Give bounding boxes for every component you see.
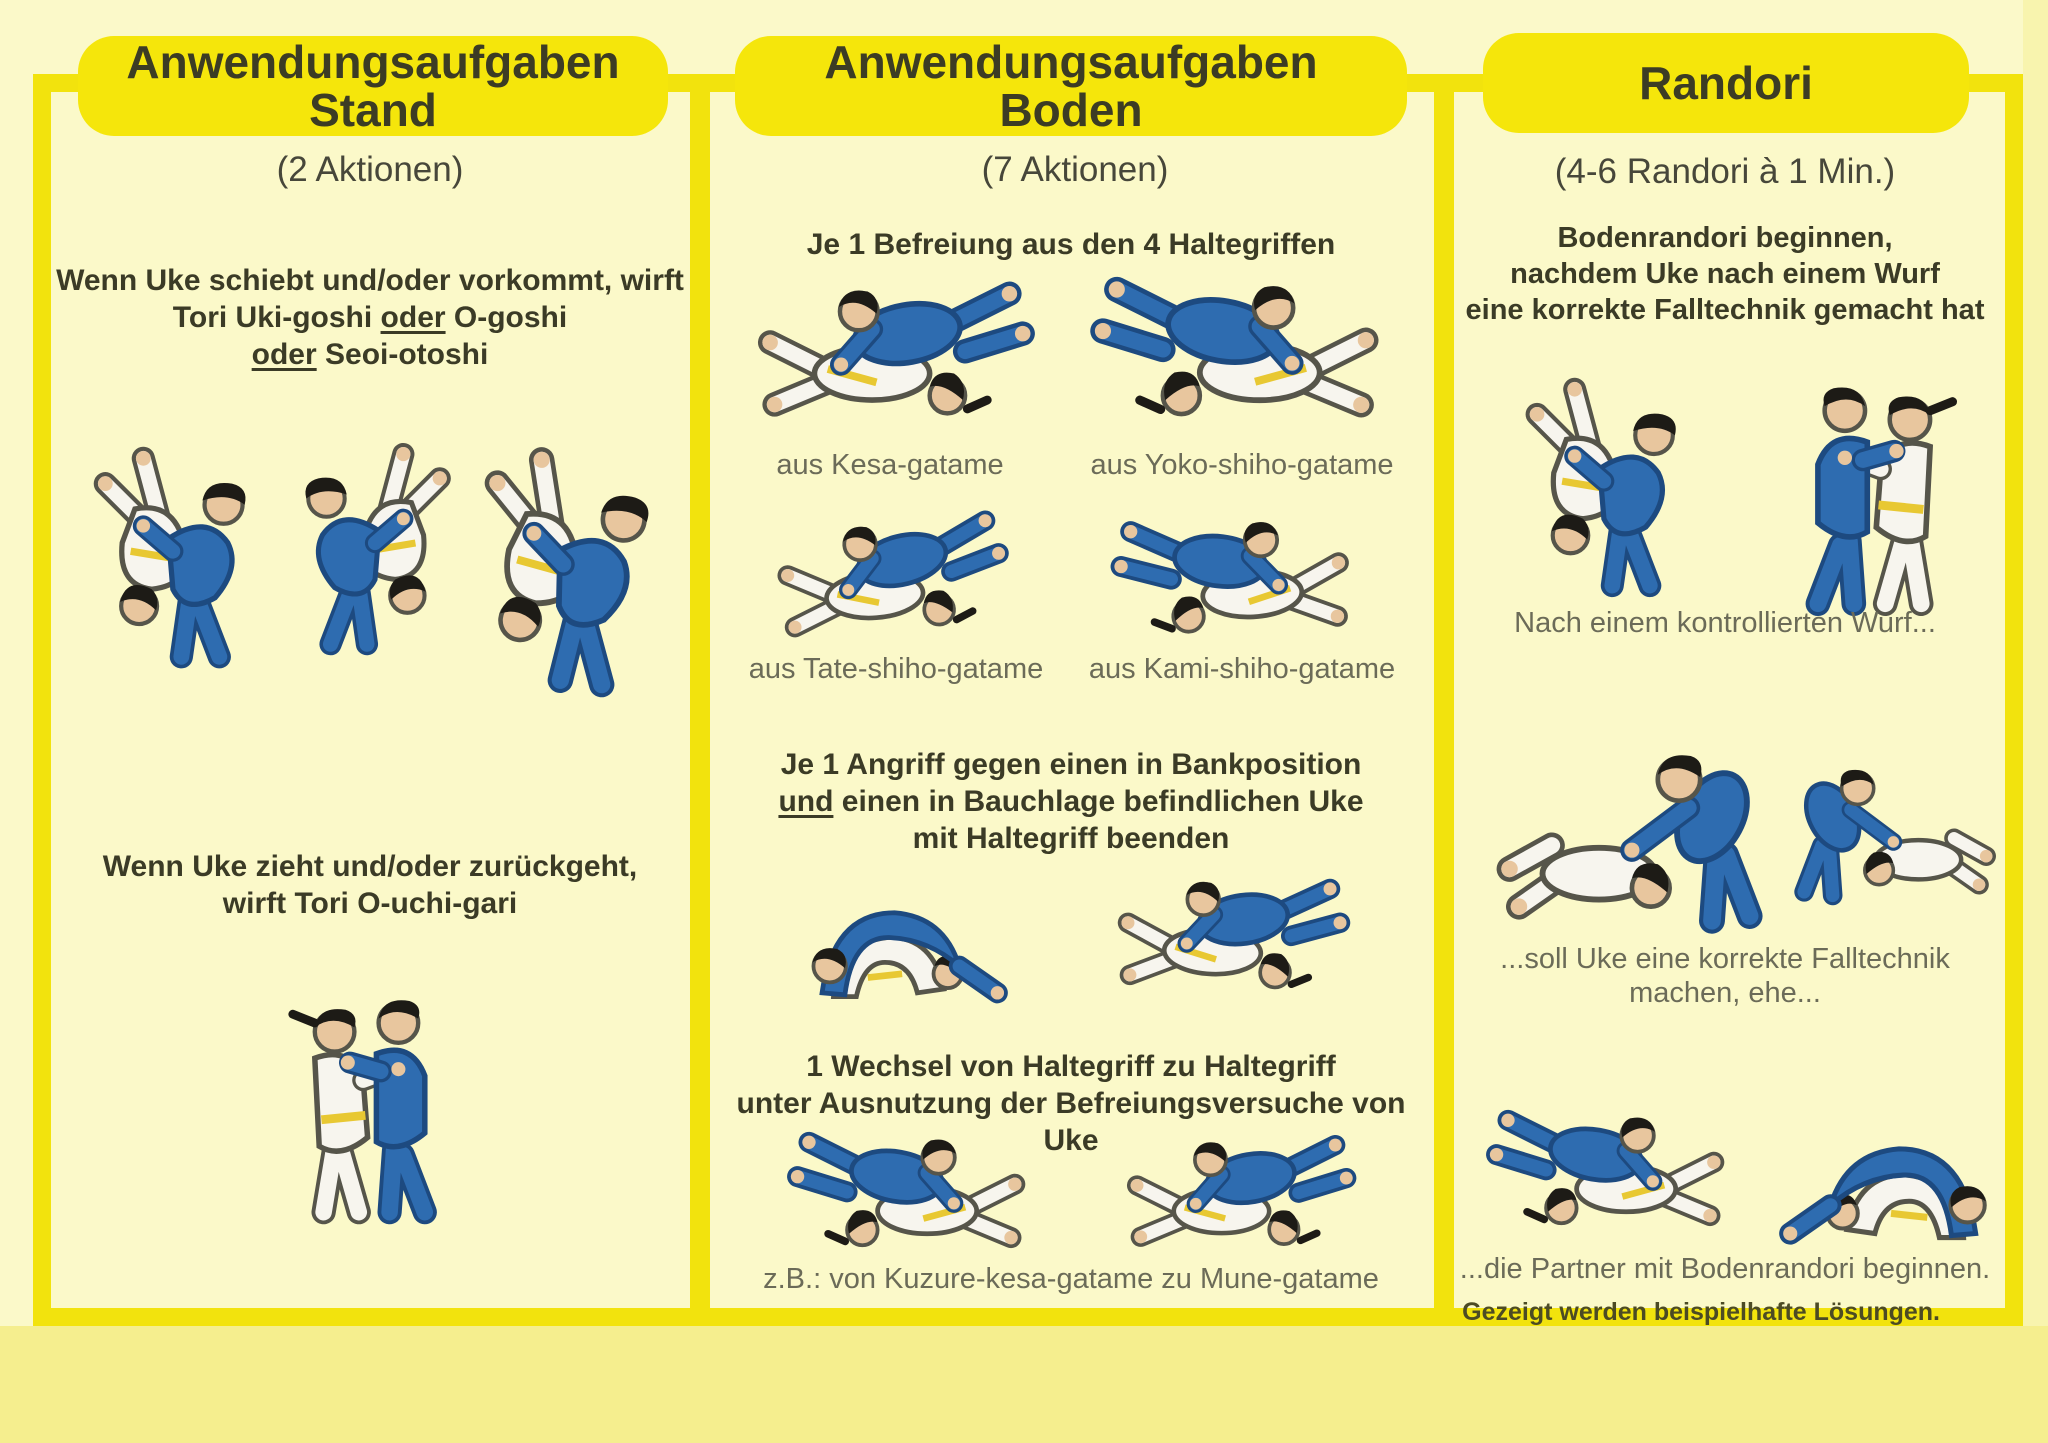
illustration-bodenrandori-1 xyxy=(1468,1086,1750,1248)
illustration-randori-griff xyxy=(1782,328,1984,628)
illustration-falltechnik-2 xyxy=(1772,688,2004,944)
illustration-o-uchi-gari xyxy=(262,932,460,1246)
column-header-randori xyxy=(1483,33,1969,133)
header-title-line: Boden xyxy=(999,84,1143,136)
boden-heading-befreiung: Je 1 Befreiung aus den 4 Haltegriffen xyxy=(806,228,1336,261)
caption-yoko-shiho-gatame: aus Yoko-shiho-gatame xyxy=(1090,449,1394,481)
caption-wechsel-example: z.B.: von Kuzure-kesa-gatame zu Mune-gatame xyxy=(763,1263,1379,1295)
illustration-yoko-shiho-gatame xyxy=(1086,248,1392,444)
caption-falltechnik-line: machen, ehe... xyxy=(1629,977,1821,1009)
illustration-kesa-gatame xyxy=(748,252,1036,444)
header-title-line: Anwendungsaufgaben xyxy=(824,36,1318,88)
illustration-seoi-otoshi xyxy=(448,408,685,712)
boden-heading-wechsel: 1 Wechsel von Haltegriff zu Haltegriff unter Ausnutzung der Befreiungsversuche von Uke xyxy=(736,1050,1406,1157)
caption-tate-shiho-gatame: aus Tate-shiho-gatame xyxy=(748,653,1044,685)
illustration-falltechnik-1 xyxy=(1486,690,1792,942)
boden-heading-angriff: Je 1 Angriff gegen einen in Bankposition und einen in Bauchlage befindlichen Uke mit Haltegriff beenden xyxy=(778,748,1364,855)
header-title-line: Stand xyxy=(309,84,437,136)
illustration-tate-shiho-gatame xyxy=(737,484,1043,662)
illustration-kami-shiho-gatame xyxy=(1074,484,1394,662)
illustration-o-goshi xyxy=(282,386,464,692)
header-title-line: Anwendungsaufgaben xyxy=(126,36,620,88)
column-divider xyxy=(1434,74,1454,1326)
illustration-bauchlage xyxy=(1065,846,1394,1015)
caption-falltechnik xyxy=(1460,942,1990,1010)
bottom-margin-strip xyxy=(0,1326,2048,1443)
caption-kami-shiho-gatame: aus Kami-shiho-gatame xyxy=(1088,653,1396,685)
footnote: Gezeigt werden beispielhafte Lösungen. xyxy=(1462,1298,1940,1326)
caption-falltechnik-line: ...soll Uke eine korrekte Falltechnik xyxy=(1500,943,1950,975)
right-margin-strip xyxy=(2023,0,2048,1326)
column-header-stand xyxy=(78,36,668,136)
illustration-kontrollierter-wurf xyxy=(1512,332,1700,622)
stand-action-count: (2 Aktionen) xyxy=(276,150,464,189)
caption-kesa-gatame: aus Kesa-gatame xyxy=(776,449,1004,481)
illustration-wechsel-2 xyxy=(1088,1112,1388,1268)
stand-task-2: Wenn Uke zieht und/oder zurückgeht, wirft Tori O-uchi-gari xyxy=(102,850,638,920)
column-header-boden xyxy=(735,36,1407,136)
illustration-bankposition xyxy=(752,848,1056,1010)
caption-wurf: Nach einem kontrollierten Wurf... xyxy=(1514,607,1936,639)
stand-task-1: Wenn Uke schiebt und/oder vorkommt, wirft Tori Uki-goshi oder O-goshi oder Seoi-otoshi xyxy=(56,264,684,371)
illustration-wechsel-1 xyxy=(764,1108,1056,1270)
boden-action-count: (7 Aktionen) xyxy=(981,150,1169,189)
illustration-bodenrandori-2 xyxy=(1758,1078,2020,1254)
caption-bodenrandori: ...die Partner mit Bodenrandori beginnen. xyxy=(1459,1253,1991,1285)
randori-intro: Bodenrandori beginnen, nachdem Uke nach einem Wurf eine korrekte Falltechnik gemacht hat xyxy=(1465,222,1985,326)
illustration-uki-goshi xyxy=(80,398,270,696)
header-title-line: Randori xyxy=(1639,57,1813,109)
randori-count: (4-6 Randori à 1 Min.) xyxy=(1554,152,1896,191)
